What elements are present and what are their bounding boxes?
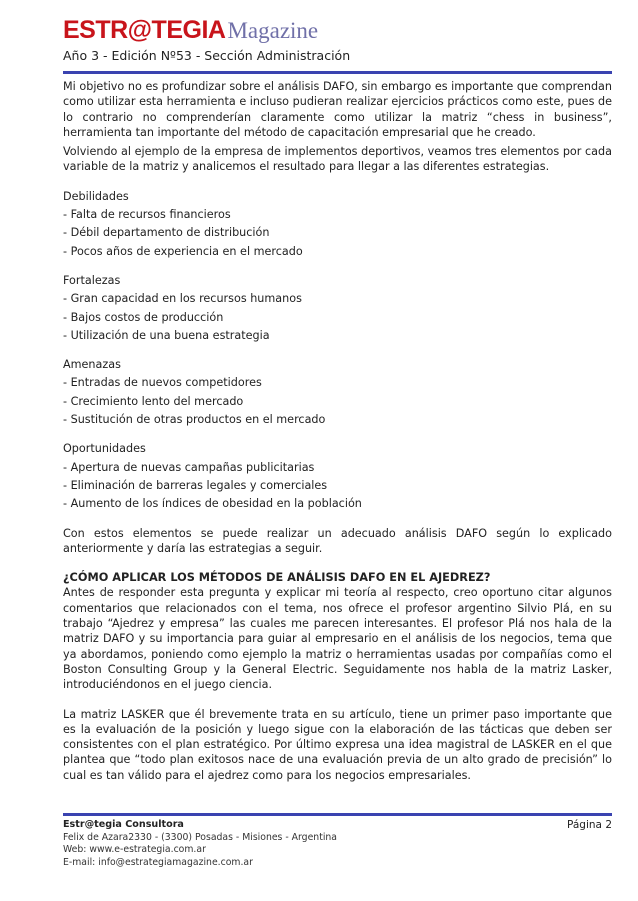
page-footer	[63, 819, 612, 869]
list-title: Oportunidades	[63, 442, 146, 456]
list-title: Fortalezas	[63, 273, 121, 287]
closing-paragraph: Con estos elementos se puede realizar un adecuado análisis DAFO según lo explicado anteriormente y daría las estrategias a seguir.	[63, 526, 612, 555]
section-paragraph-1: Antes de responder esta pregunta y explicar mi teoría al respecto, creo oportuno citar algunos comentarios que relacionados con el tema, nos ofrece el profesor argentino Silvio Plá, en su trabajo “Ajedrez y empresa” las cuales me parecen interesantes. El profesor Plá nos hala de la matriz DAFO y su importancia para guiar al empresario en el análisis de los negocios, tema que ya abordamos, poniendo como ejemplo la matriz o herramientas usadas por compañías como el Boston Consulting Group y la General Electric. Seguidamente nos habla de la matriz Lasker, introduciéndonos en el juego ciencia.	[63, 586, 612, 692]
section-heading: ¿CÓMO APLICAR LOS MÉTODOS DE ANÁLISIS DAFO EN EL AJEDREZ?	[63, 571, 491, 585]
list-item: - Gran capacidad en los recursos humanos	[63, 292, 302, 306]
page-number: Página 2	[567, 819, 612, 831]
intro-paragraph-1: Mi objetivo no es profundizar sobre el análisis DAFO, sin embargo es importante que comprendan como utilizar esta herramienta e incluso pudieran realizar ejercicios prácticos como este, pues de lo contrario no comprenderían claramente como utilizar la matriz “chess in business”, herramienta tan importante del método de capacitación empresarial que he creado.	[63, 80, 612, 139]
footer-divider	[63, 813, 612, 816]
list-item: - Débil departamento de distribución	[63, 226, 270, 240]
list-item: - Aumento de los índices de obesidad en la población	[63, 497, 362, 511]
section-paragraph-2: La matriz LASKER que él brevemente trata en su artículo, tiene un primer paso importante que es la evaluación de la posición y luego sigue con la elaboración de las tácticas que deben ser consistentes con el plan estratégico. Por último expresa una idea magistral de LASKER en el que plantea que “todo plan exitosos nace de una evaluación previa de un alto grado de precisión” lo cual es tan válido para el ajedrez como para los negocios empresariales.	[63, 707, 612, 782]
intro-paragraph-2: Volviendo al ejemplo de la empresa de implementos deportivos, veamos tres elementos por cada variable de la matriz y analicemos el resultado para llegar a las diferentes estrategias.	[63, 145, 612, 174]
list-title: Debilidades	[63, 189, 129, 203]
list-title: Amenazas	[63, 358, 121, 372]
list-oportunidades	[63, 441, 612, 511]
list-debilidades	[63, 189, 612, 259]
list-item: - Bajos costos de producción	[63, 310, 224, 324]
article-body	[63, 79, 612, 783]
list-item: - Falta de recursos financieros	[63, 208, 231, 222]
edition-line: Año 3 - Edición Nº53 - Sección Administración	[63, 48, 351, 63]
list-item: - Crecimiento lento del mercado	[63, 394, 244, 408]
magazine-logo	[63, 18, 350, 43]
header-divider	[63, 71, 612, 74]
list-item: - Apertura de nuevas campañas publicitarias	[63, 460, 315, 474]
list-item: - Eliminación de barreras legales y comerciales	[63, 478, 328, 492]
list-amenazas	[63, 357, 612, 427]
list-item: - Entradas de nuevos competidores	[63, 376, 262, 390]
footer-email: E-mail: info@estrategiamagazine.com.ar	[63, 856, 253, 868]
list-item: - Pocos años de experiencia en el mercado	[63, 244, 303, 258]
brand-name: ESTR@TEGIA	[63, 16, 226, 44]
list-fortalezas	[63, 273, 612, 343]
footer-web: Web: www.e-estrategia.com.ar	[63, 844, 206, 855]
list-item: - Sustitución de otras productos en el mercado	[63, 413, 326, 427]
brand-subtitle: Magazine	[227, 18, 319, 43]
list-item: - Utilización de una buena estrategia	[63, 328, 270, 342]
footer-address: Felix de Azara2330 - (3300) Posadas - Misiones - Argentina	[63, 831, 338, 843]
masthead	[63, 18, 350, 63]
footer-company: Estr@tegia Consultora	[63, 819, 184, 830]
